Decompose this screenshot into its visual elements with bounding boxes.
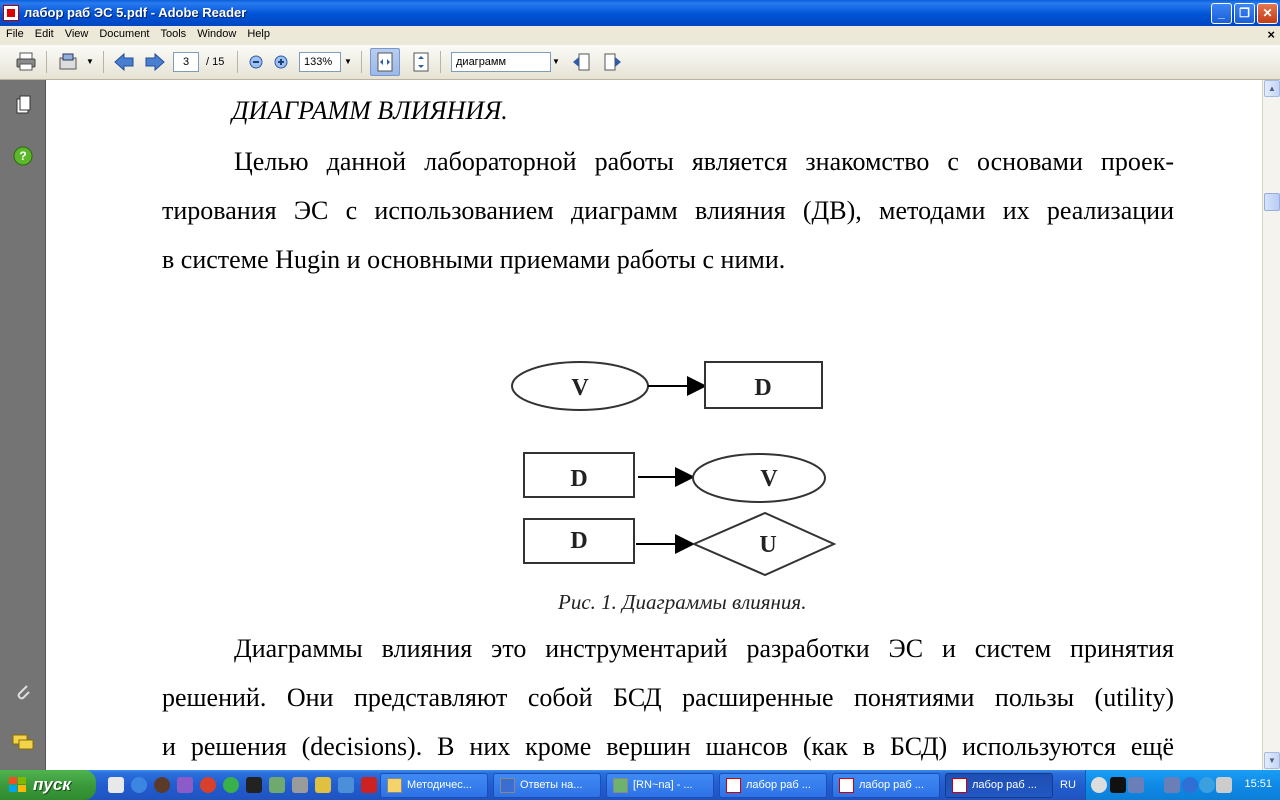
tray-media-icon[interactable] (1110, 777, 1126, 793)
tray-network-icon[interactable] (1128, 777, 1144, 793)
network-icon[interactable] (292, 777, 308, 793)
start-button[interactable] (0, 770, 96, 800)
help-icon[interactable] (12, 145, 34, 167)
menu-help[interactable]: Help (247, 28, 270, 40)
chat-icon[interactable] (338, 777, 354, 793)
menu-file[interactable]: File (6, 28, 24, 40)
email-icon[interactable] (58, 51, 80, 73)
star-icon[interactable] (315, 777, 331, 793)
minimize-button[interactable]: _ (1211, 3, 1232, 24)
menu-bar (0, 26, 1280, 45)
menu-edit[interactable]: Edit (34, 28, 54, 40)
svg-text:?: ? (19, 149, 27, 163)
tray-display-icon[interactable] (1164, 777, 1180, 793)
windows-logo-icon (9, 777, 27, 793)
taskbar (0, 770, 1280, 800)
window-title: лабор раб ЭС 5.pdf - Adobe Reader (24, 5, 247, 20)
qr-icon[interactable] (246, 777, 262, 793)
language-indicator[interactable]: RU (1060, 779, 1076, 791)
taskbar-item-pdf-2[interactable]: лабор раб ... (832, 773, 940, 798)
find-previous-icon[interactable] (570, 51, 592, 73)
zoom-in-icon[interactable] (270, 51, 292, 73)
taskbar-item-methodical[interactable]: Методичес... (380, 773, 488, 798)
browser-icon[interactable] (131, 777, 147, 793)
page-number-input[interactable]: 3 (173, 52, 199, 72)
paragraph-line: Целью данной лабораторной работы является знакомство с основами проек- (234, 147, 1174, 176)
chance-node-v (693, 454, 825, 502)
system-tray (1085, 770, 1280, 800)
taskbar-item-pdf-1[interactable]: лабор раб ... (719, 773, 827, 798)
utility-node-u-label: U (759, 532, 777, 558)
decision-node-d-label: D (570, 466, 588, 492)
adobe-reader-icon (3, 5, 19, 21)
tray-expand-icon[interactable] (1091, 777, 1107, 793)
maximize-button[interactable]: ❐ (1234, 3, 1255, 24)
tool-icon[interactable] (269, 777, 285, 793)
section-heading: ДИАГРАММ ВЛИЯНИЯ. (232, 96, 508, 125)
paragraph-line: и решения (decisions). В них кроме вершин шансов (как в БСД) используются ещё (162, 732, 1174, 761)
paragraph-definition (162, 624, 1174, 770)
search-input[interactable]: диаграмм (451, 52, 551, 72)
zoom-input[interactable]: 133% (299, 52, 341, 72)
paragraph-line: тирования ЭС с использованием диаграмм влияния (ДВ), методами их реализации (162, 196, 1174, 225)
next-page-icon[interactable] (144, 51, 166, 73)
menu-document[interactable]: Document (99, 28, 150, 40)
find-next-icon[interactable] (602, 51, 624, 73)
zoom-dropdown-icon[interactable]: ▼ (344, 57, 352, 66)
previous-page-icon[interactable] (113, 51, 135, 73)
taskbar-item-pdf-active[interactable]: лабор раб ... (945, 773, 1053, 798)
paragraph-line: в системе Hugin и основными приемами работы с ними. (162, 245, 786, 274)
title-bar (0, 0, 1280, 26)
media-icon[interactable] (154, 777, 170, 793)
calendar-icon[interactable] (108, 777, 124, 793)
menu-view[interactable]: View (64, 28, 89, 40)
email-dropdown-icon[interactable]: ▼ (86, 57, 94, 66)
page-total-label: / 15 (206, 56, 225, 68)
navigation-pane (0, 80, 46, 770)
app-icon[interactable] (177, 777, 193, 793)
power-icon[interactable] (223, 777, 239, 793)
decision-node-d-label: D (570, 528, 588, 554)
scroll-down-icon[interactable]: ▼ (1264, 752, 1280, 769)
comments-icon[interactable] (12, 731, 34, 753)
start-label: пуск (33, 775, 71, 794)
attachment-icon[interactable] (12, 681, 34, 703)
figure-caption: Рис. 1. Диаграммы влияния. (558, 590, 807, 614)
zoom-out-icon[interactable] (245, 51, 267, 73)
close-button[interactable]: ✕ (1257, 3, 1278, 24)
opera-icon[interactable] (200, 777, 216, 793)
paragraph-line: Диаграммы влияния это инструментарий разработки ЭС и систем принятия (234, 634, 1174, 663)
chance-node-v-label: V (571, 375, 589, 401)
chance-node-v-label: V (760, 466, 778, 492)
search-dropdown-icon[interactable]: ▼ (552, 57, 560, 66)
tray-volume-icon[interactable] (1216, 777, 1232, 793)
fit-page-icon[interactable] (410, 51, 432, 73)
clock[interactable]: 15:51 (1244, 778, 1272, 790)
decision-node-d-label: D (754, 375, 772, 401)
scroll-up-icon[interactable]: ▲ (1264, 80, 1280, 97)
acrobat-icon[interactable] (361, 777, 377, 793)
document-page (46, 80, 1262, 770)
tray-update-icon[interactable] (1199, 777, 1215, 793)
print-icon[interactable] (15, 51, 37, 73)
tray-help-icon[interactable] (1182, 777, 1198, 793)
paragraph-line: решений. Они представляют собой БСД расширенные понятиями пользы (utility) (162, 683, 1174, 712)
toolbar (0, 45, 1280, 80)
menu-window[interactable]: Window (197, 28, 237, 40)
taskbar-item-rn[interactable]: [RN~na] - ... (606, 773, 714, 798)
fit-width-icon[interactable] (370, 48, 400, 76)
menu-tools[interactable]: Tools (160, 28, 187, 40)
vertical-scrollbar[interactable] (1262, 80, 1280, 770)
taskbar-item-answers[interactable]: Ответы на... (493, 773, 601, 798)
scroll-thumb[interactable] (1264, 193, 1280, 211)
pages-icon[interactable] (12, 94, 34, 116)
close-document-icon[interactable]: × (1267, 27, 1275, 42)
